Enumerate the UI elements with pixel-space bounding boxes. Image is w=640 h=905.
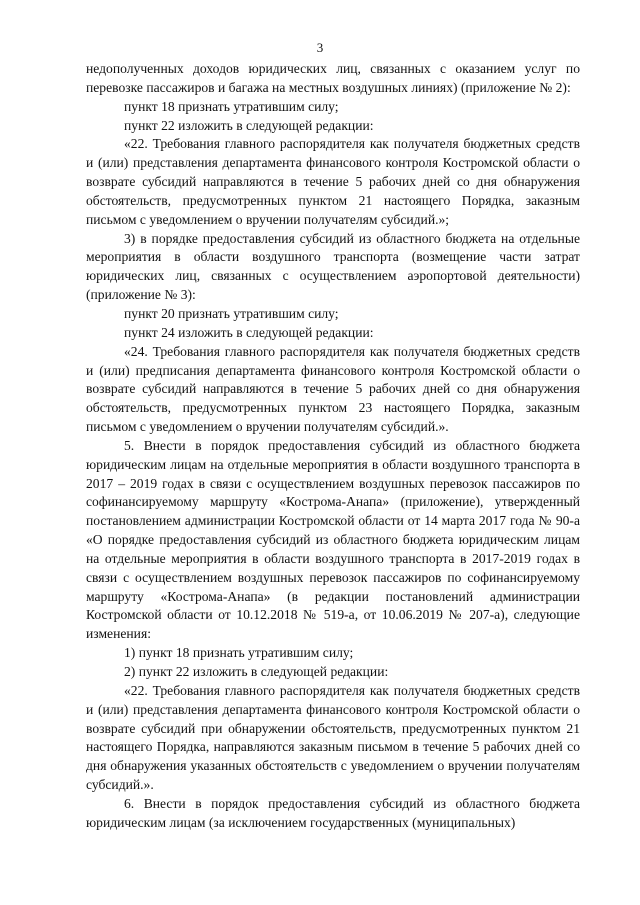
paragraph-1: недополученных доходов юридических лиц, связанных с оказанием услуг по перевозке пассажиров и багажа на местных воздушных линиях) (приложение № 2): (86, 61, 580, 95)
paragraph-7: пункт 24 изложить в следующей редакции: (124, 324, 374, 340)
paragraph-3: пункт 22 изложить в следующей редакции: (124, 117, 374, 133)
paragraph-4: «22. Требования главного распорядителя как получателя бюджетных средств и (или) представления департамента финансового контроля Костромской области о возврате субсидий направляются в течение 5 рабочих дней со дня обнаружения обстоятельств, предусмотренных пунктом 21 настоящего Порядка, заказным письмом с уведомлением о вручении получателям субсидий.»; (86, 136, 580, 227)
paragraph-6: пункт 20 признать утратившим силу; (124, 305, 339, 321)
paragraph-8: «24. Требования главного распорядителя как получателя бюджетных средств и (или) предписания департамента финансового контроля Костромской области о возврате субсидий направляются в течение 5 рабочих дней со дня обнаружения обстоятельств, предусмотренных пунктом 23 настоящего Порядка, заказным письмом с уведомлением о вручении получателям субсидий.». (86, 343, 580, 435)
page-number: 3 (316, 40, 324, 55)
paragraph-9: 5. Внести в порядок предоставления субсидий из областного бюджета юридическим лицам на отдельные мероприятия в области воздушного транспорта в 2017 – 2019 годах в связи с осуществлением воздушных перевозок пассажиров по софинансируемому маршруту «Кострома-Анапа» (приложение), утвержденный постановлением администрации Костромской области от 14 марта 2017 года № 90-а «О порядке предоставления субсидий из областного бюджета юридическим лицам на отдельные мероприятия в области воздушного транспорта в 2017-2019 годах в связи с осуществлением воздушных перевозок пассажиров по софинансируемому маршруту «Кострома-Анапа» (в редакции постановлений администрации Костромской области от 10.12.2018 № 519-а, от 10.06.2019 № 207-а), следующие изменения: (86, 437, 580, 642)
paragraph-10: 1) пункт 18 признать утратившим силу; (124, 645, 354, 661)
paragraph-13: 6. Внести в порядок предоставления субсидий из областного бюджета юридическим лицам (за исключением государственных (муниципальных) (86, 795, 580, 830)
paragraph-5: 3) в порядке предоставления субсидий из областного бюджета на отдельные мероприятия в области воздушного транспорта (возмещение части затрат юридических лиц, связанных с осуществлением аэропортовой деятельности) (приложение № 3): (86, 230, 580, 303)
paragraph-11: 2) пункт 22 изложить в следующей редакции: (124, 664, 389, 679)
document-body (86, 60, 580, 833)
paragraph-2: пункт 18 признать утратившим силу; (124, 98, 339, 114)
paragraph-12: «22. Требования главного распорядителя как получателя бюджетных средств и (или) представления департамента финансового контроля Костромской области о возврате субсидий при обнаружении обстоятельств, предусмотренных пунктом 21 настоящего Порядка, направляются заказным письмом в течение 5 рабочих дней со дня обнаружения указанных обстоятельств с уведомлением о вручении получателям субсидий.». (86, 682, 580, 793)
